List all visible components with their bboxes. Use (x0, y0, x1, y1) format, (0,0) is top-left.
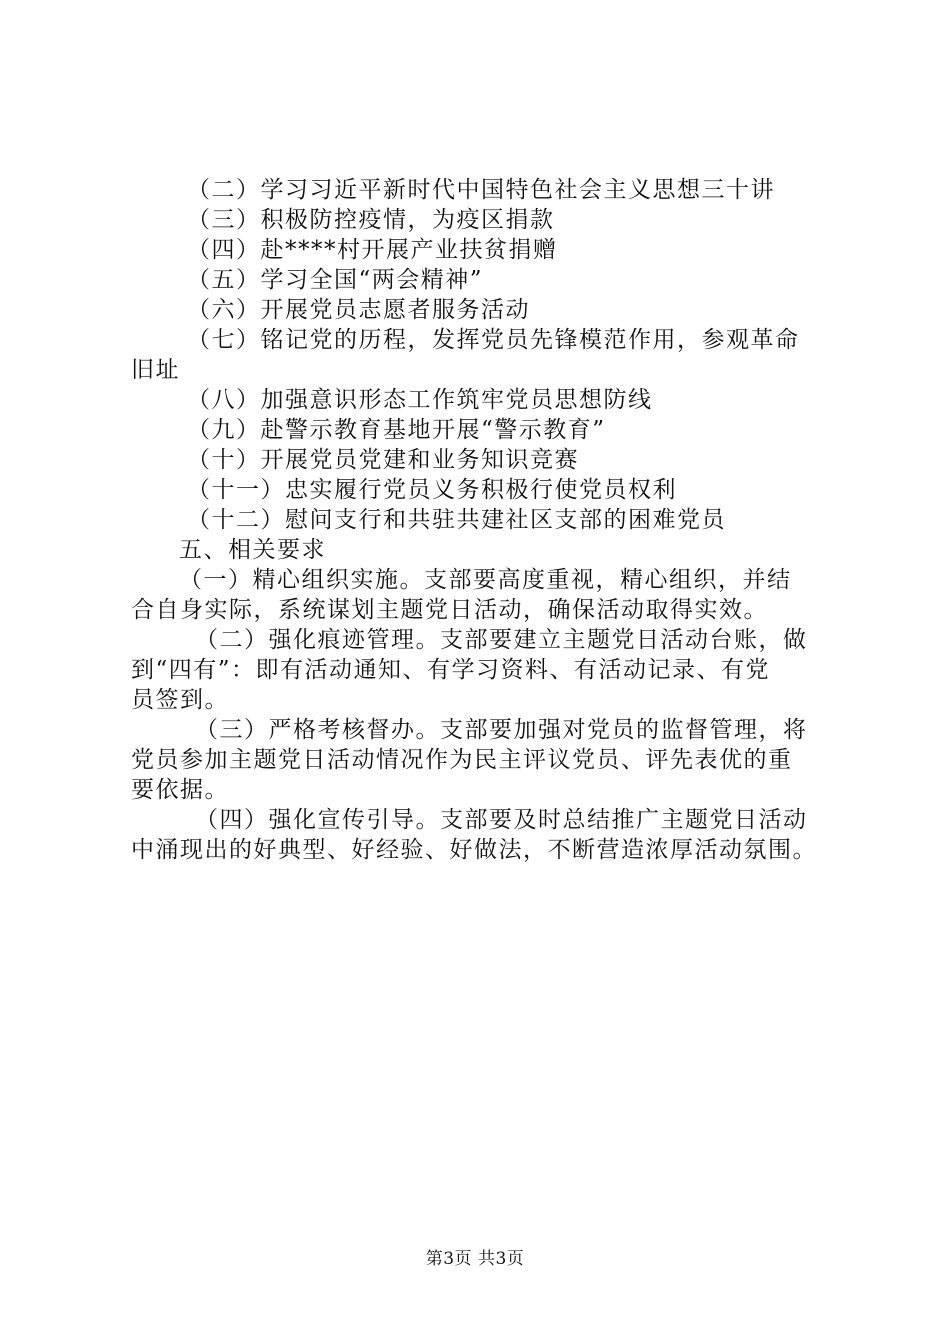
list-item: （十一）忠实履行党员义务积极行使党员权利 (187, 477, 677, 503)
list-item: （五）学习全国“两会精神” (187, 267, 484, 293)
list-item: （九）赴警示教育基地开展“警示教育” (187, 417, 606, 443)
paragraph-line: 中涌现出的好典型、好经验、好做法，不断营造浓厚活动氛围。 (131, 837, 817, 863)
paragraph-line: 到“四有”：即有活动通知、有学习资料、有活动记录、有党 (131, 657, 771, 683)
requirement-paragraph (131, 715, 831, 805)
list-item: （二）学习习近平新时代中国特色社会主义思想三十讲 (187, 177, 775, 203)
section-heading: 五、相关要求 (179, 537, 326, 563)
document-body (131, 175, 831, 865)
list-item: （十）开展党员党建和业务知识竞赛 (187, 447, 579, 473)
list-item: （七）铭记党的历程，发挥党员先锋模范作用，参观革命 (187, 327, 800, 353)
page-footer: 第3页 共3页 (425, 1249, 525, 1269)
list-item: （四）赴****村开展产业扶贫捐赠 (187, 237, 558, 263)
list-item: （十二）慰问支行和共驻共建社区支部的困难党员 (187, 507, 726, 533)
paragraph-line: 党员参加主题党日活动情况作为民主评议党员、评先表优的重 (131, 747, 793, 773)
paragraph-line: 合自身实际，系统谋划主题党日活动，确保活动取得实效。 (131, 597, 768, 623)
paragraph-line: （二）强化痕迹管理。支部要建立主题党日活动台账，做 (195, 627, 808, 653)
requirement-paragraph (131, 565, 831, 625)
paragraph-line: （一）精心组织实施。支部要高度重视，精心组织，并结 (179, 567, 792, 593)
paragraph-line: （三）严格考核督办。支部要加强对党员的监督管理，将 (195, 717, 808, 743)
paragraph-line: （四）强化宣传引导。支部要及时总结推广主题党日活动 (195, 807, 808, 833)
list-item: （三）积极防控疫情，为疫区捐款 (187, 207, 555, 233)
paragraph-line: 要依据。 (131, 777, 229, 803)
requirement-paragraph (131, 625, 831, 715)
requirement-paragraph (131, 805, 831, 865)
list-item: （八）加强意识形态工作筑牢党员思想防线 (187, 387, 653, 413)
list-item-continuation: 旧址 (131, 357, 180, 383)
paragraph-line: 员签到。 (131, 687, 229, 713)
list-item: （六）开展党员志愿者服务活动 (187, 297, 530, 323)
